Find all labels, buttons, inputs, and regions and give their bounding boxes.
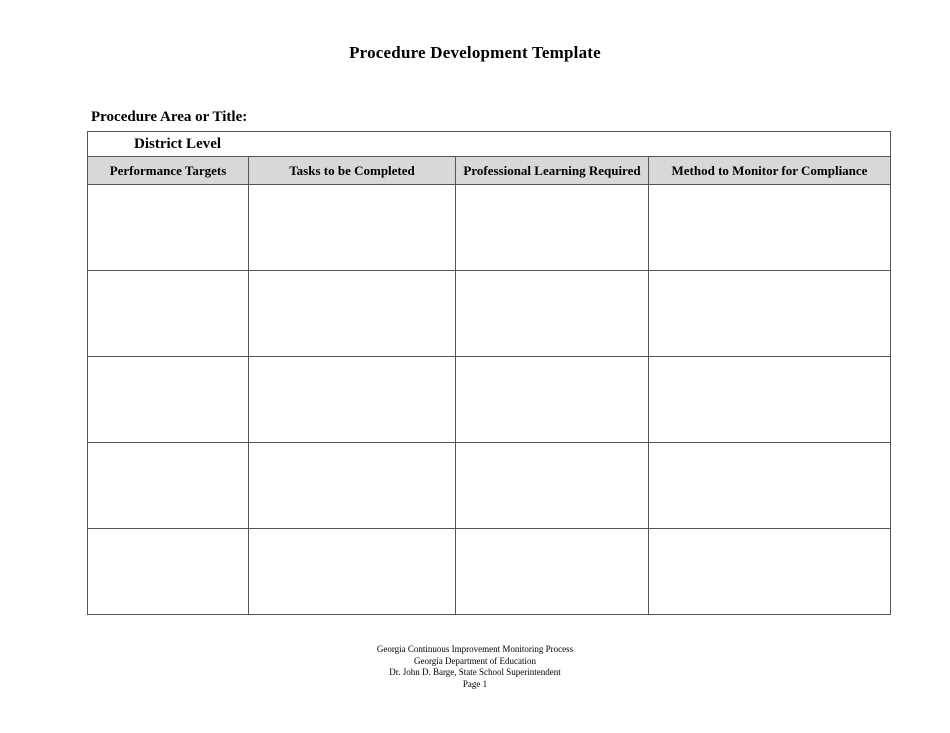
column-header-professional-learning-required: Professional Learning Required — [456, 157, 649, 185]
section-header-row — [88, 132, 891, 157]
empty-cell — [88, 271, 249, 357]
footer-line-superintendent: Dr. John D. Barge, State School Superintendent — [389, 667, 561, 677]
empty-cell — [456, 443, 649, 529]
empty-cell — [249, 271, 456, 357]
section-header-cell: District Level — [88, 132, 891, 157]
table-row — [88, 443, 891, 529]
empty-cell — [456, 357, 649, 443]
footer-line-process: Georgia Continuous Improvement Monitoring Process — [376, 644, 574, 654]
table-row — [88, 185, 891, 271]
empty-cell — [88, 185, 249, 271]
empty-cell — [456, 271, 649, 357]
empty-cell — [249, 529, 456, 615]
empty-cell — [649, 443, 891, 529]
document-title: Procedure Development Template — [349, 43, 601, 62]
footer-page-number: Page 1 — [462, 678, 488, 689]
empty-cell — [88, 443, 249, 529]
empty-cell — [88, 357, 249, 443]
table-row — [88, 529, 891, 615]
column-header-tasks-to-be-completed: Tasks to be Completed — [249, 157, 456, 185]
page-footer — [0, 644, 950, 690]
empty-cell — [649, 529, 891, 615]
empty-cell — [649, 185, 891, 271]
empty-cell — [249, 443, 456, 529]
empty-cell — [456, 185, 649, 271]
empty-cell — [649, 271, 891, 357]
empty-cell — [456, 529, 649, 615]
column-header-method-to-monitor: Method to Monitor for Compliance — [649, 157, 891, 185]
table-row — [88, 271, 891, 357]
empty-cell — [249, 357, 456, 443]
table-row — [88, 357, 891, 443]
footer-line-department: Georgia Department of Education — [413, 655, 537, 666]
column-header-performance-targets: Performance Targets — [88, 157, 249, 185]
empty-cell — [249, 185, 456, 271]
procedure-table — [87, 131, 891, 615]
empty-cell — [649, 357, 891, 443]
table-header-row — [88, 157, 891, 185]
procedure-area-title-label: Procedure Area or Title: — [91, 109, 248, 125]
empty-cell — [88, 529, 249, 615]
